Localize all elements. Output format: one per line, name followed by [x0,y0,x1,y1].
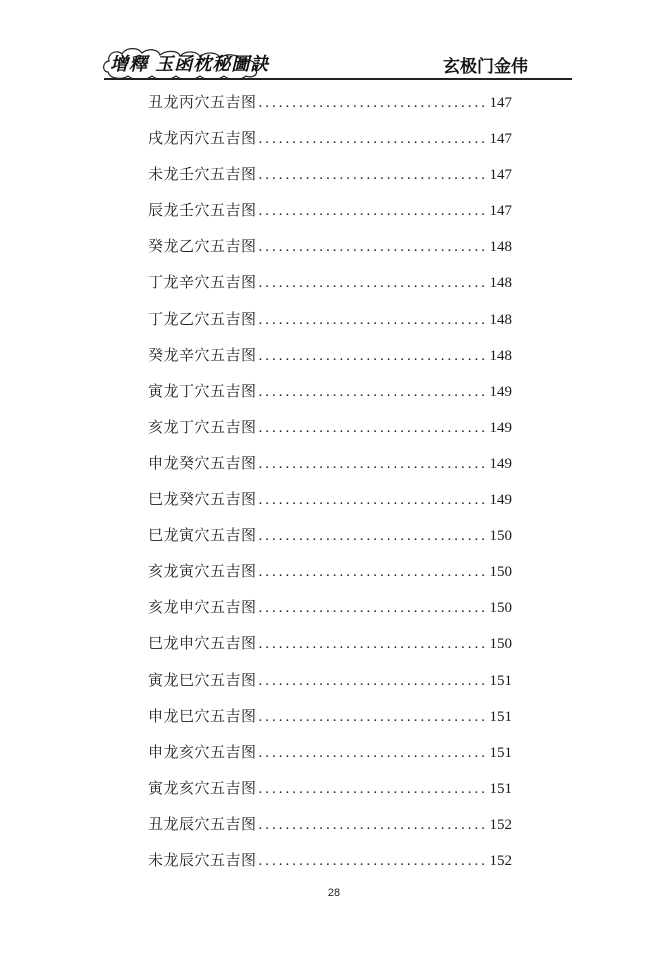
toc-dot-leader [259,590,488,625]
toc-dot-leader [259,554,488,589]
toc-entry [148,409,512,445]
toc-entry [148,553,512,589]
toc-entry-page: 147 [489,131,512,148]
header-divider [104,78,572,80]
toc-entry-title: 申龙巳穴五吉图 [148,706,257,725]
toc-entry-page: 150 [489,564,512,581]
toc-entry [148,264,512,300]
toc-entry-title: 亥龙丁穴五吉图 [148,417,257,436]
toc-entry [148,589,512,625]
toc-entry-title: 寅龙丁穴五吉图 [148,381,257,400]
toc-entry-page: 148 [489,275,512,292]
toc-entry-page: 152 [489,816,512,833]
table-of-contents [148,84,512,878]
toc-entry-page: 149 [489,419,512,436]
author-name: 玄极门金伟 [443,57,528,77]
toc-entry-page: 151 [489,708,512,725]
toc-entry-page: 148 [489,311,512,328]
toc-entry-page: 150 [489,600,512,617]
toc-entry-page: 150 [489,636,512,653]
toc-entry [148,337,512,373]
toc-dot-leader [259,265,488,300]
toc-entry-title: 亥龙申穴五吉图 [148,598,257,617]
toc-entry-title: 寅龙巳穴五吉图 [148,670,257,689]
page-number: 28 [327,887,341,899]
toc-entry-title: 未龙壬穴五吉图 [148,165,257,184]
toc-entry-page: 151 [489,780,512,797]
toc-dot-leader [259,807,488,842]
toc-entry [148,84,512,120]
toc-entry [148,625,512,661]
toc-entry [148,770,512,806]
toc-entry-title: 未龙辰穴五吉图 [148,850,257,869]
toc-entry [148,228,512,264]
toc-entry-title: 亥龙寅穴五吉图 [148,562,257,581]
toc-entry-page: 147 [489,203,512,220]
toc-dot-leader [259,626,488,661]
toc-entry-title: 丁龙乙穴五吉图 [148,309,257,328]
toc-dot-leader [259,663,488,698]
toc-entry-title: 丑龙辰穴五吉图 [148,814,257,833]
toc-dot-leader [259,843,488,878]
toc-entry [148,373,512,409]
toc-dot-leader [259,338,488,373]
toc-entry-title: 巳龙申穴五吉图 [148,634,257,653]
toc-entry-page: 149 [489,455,512,472]
toc-dot-leader [259,410,488,445]
toc-dot-leader [259,121,488,156]
toc-dot-leader [259,482,488,517]
toc-entry-title: 巳龙癸穴五吉图 [148,490,257,509]
toc-entry-page: 149 [489,492,512,509]
toc-entry [148,806,512,842]
toc-entry [148,517,512,553]
toc-dot-leader [259,518,488,553]
toc-dot-leader [259,85,488,120]
toc-entry-title: 戌龙丙穴五吉图 [148,129,257,148]
toc-entry-title: 申龙亥穴五吉图 [148,742,257,761]
toc-entry [148,192,512,228]
toc-dot-leader [259,229,488,264]
toc-dot-leader [259,699,488,734]
toc-entry [148,698,512,734]
toc-entry-title: 巳龙寅穴五吉图 [148,526,257,545]
toc-dot-leader [259,735,488,770]
toc-dot-leader [259,157,488,192]
toc-entry-page: 151 [489,744,512,761]
toc-entry [148,120,512,156]
toc-entry-page: 147 [489,95,512,111]
toc-entry-page: 147 [489,167,512,184]
toc-entry-page: 150 [489,528,512,545]
toc-entry [148,301,512,337]
toc-entry-title: 癸龙辛穴五吉图 [148,345,257,364]
toc-entry [148,481,512,517]
toc-entry [148,156,512,192]
toc-entry-title: 寅龙亥穴五吉图 [148,778,257,797]
toc-entry-title: 申龙癸穴五吉图 [148,453,257,472]
toc-entry-title: 辰龙壬穴五吉图 [148,201,257,220]
toc-entry [148,662,512,698]
toc-dot-leader [259,771,488,806]
toc-entry-title: 丑龙丙穴五吉图 [148,93,257,111]
logo-title: 增釋 玉函枕秘圖訣 [110,54,270,75]
toc-entry-title: 丁龙辛穴五吉图 [148,273,257,292]
toc-entry-title: 癸龙乙穴五吉图 [148,237,257,256]
toc-dot-leader [259,374,488,409]
page-header [100,44,574,80]
toc-entry-page: 148 [489,347,512,364]
toc-dot-leader [259,302,488,337]
toc-dot-leader [259,193,488,228]
toc-entry [148,842,512,878]
toc-entry [148,445,512,481]
toc-entry-page: 152 [489,852,512,869]
toc-entry-page: 149 [489,383,512,400]
toc-entry-page: 151 [489,672,512,689]
toc-entry-page: 148 [489,239,512,256]
toc-entry [148,734,512,770]
toc-dot-leader [259,446,488,481]
